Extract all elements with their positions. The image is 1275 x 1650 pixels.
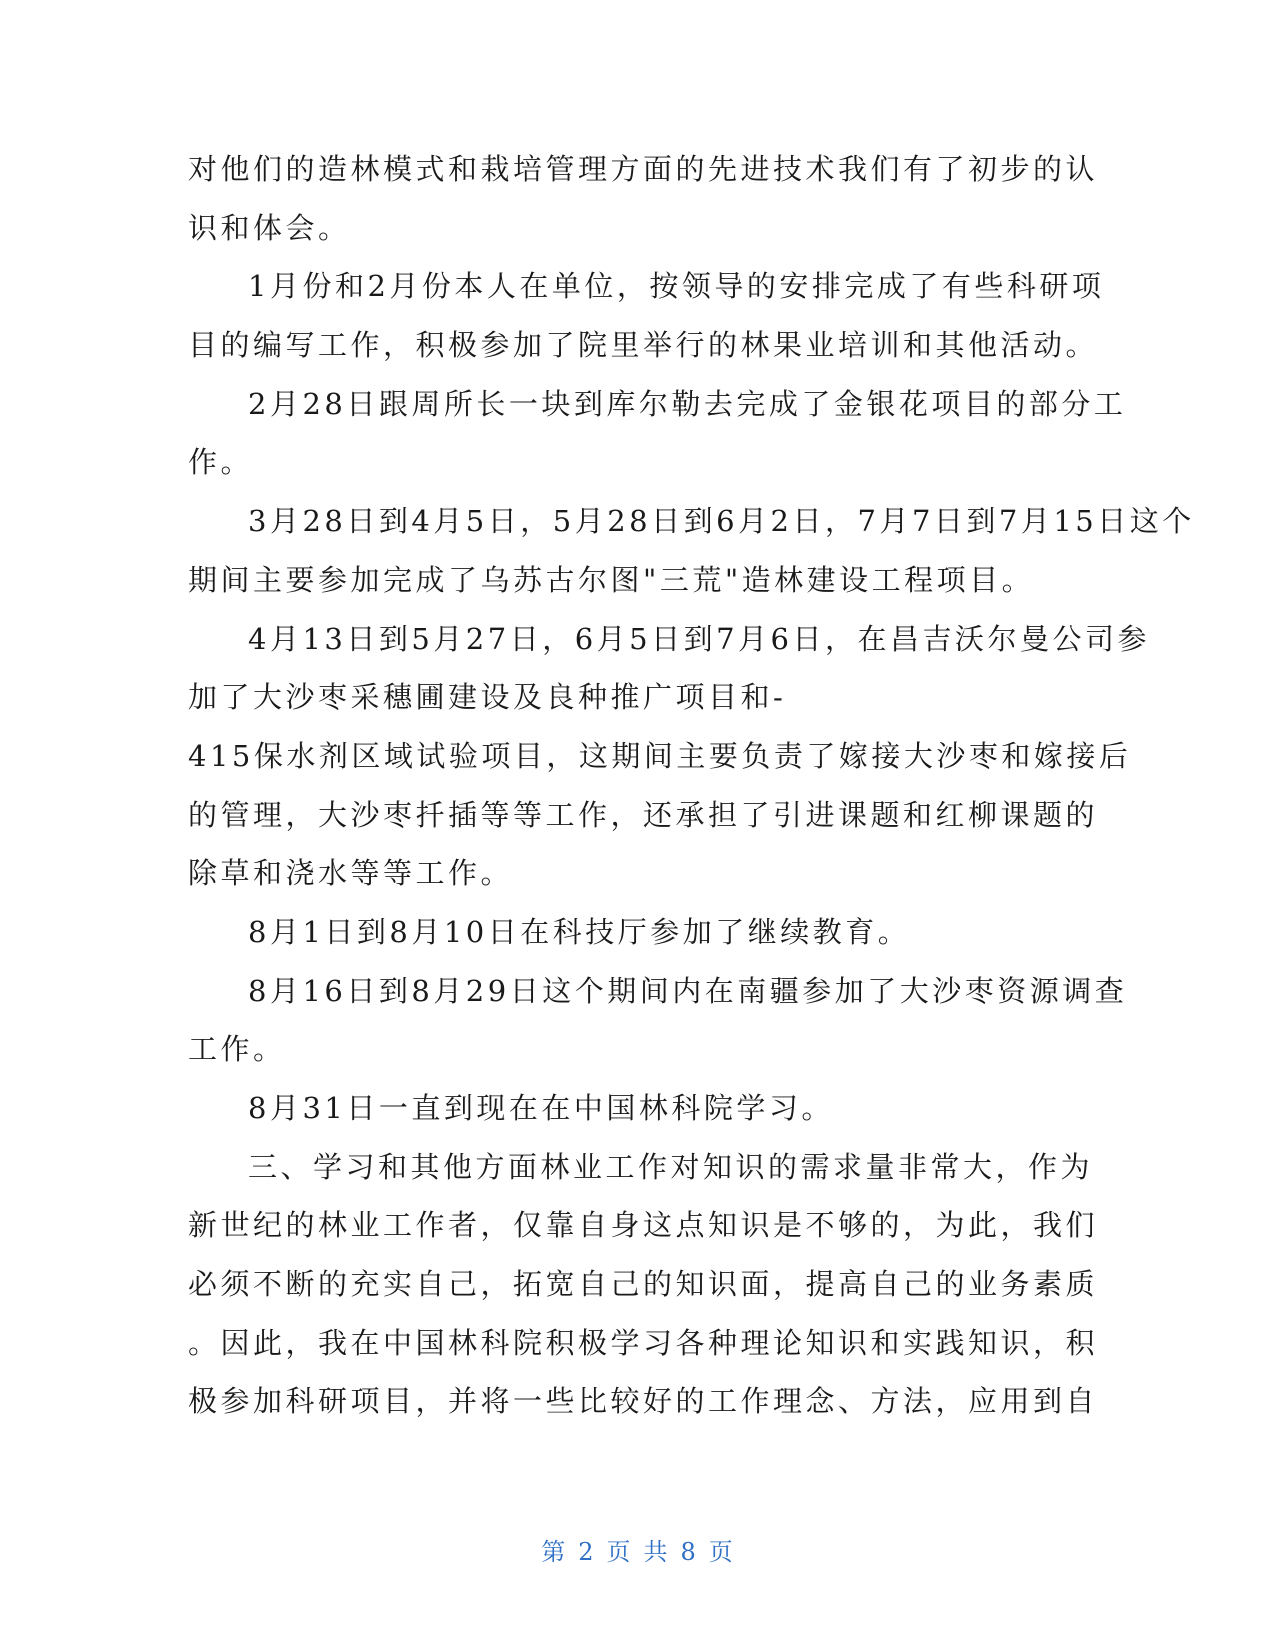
text-line: 目的编写工作，积极参加了院里举行的林果业培训和其他活动。 — [188, 328, 1099, 363]
text-line: 极参加科研项目，并将一些比较好的工作理念、方法，应用到自 — [188, 1384, 1099, 1419]
text-line: 3月28日到4月5日，5月28日到6月2日，7月7日到7月15日这个 — [248, 504, 1195, 539]
text-line: 新世纪的林业工作者，仅靠自身这点知识是不够的，为此，我们 — [188, 1208, 1099, 1243]
text-line: 三、学习和其他方面林业工作对知识的需求量非常大，作为 — [248, 1149, 1094, 1184]
page-label: 第 — [541, 1538, 567, 1566]
text-line: 加了大沙枣采穗圃建设及良种推广项目和- — [188, 680, 787, 715]
text-line: 除草和浇水等等工作。 — [188, 856, 514, 891]
text-line: 8月31日一直到现在在中国林科院学习。 — [248, 1091, 834, 1125]
total-pages: 8 — [680, 1538, 697, 1566]
text-line: 。因此，我在中国林科院积极学习各种理论知识和实践知识，积 — [188, 1325, 1099, 1360]
text-line: 415保水剂区域试验项目，这期间主要负责了嫁接大沙枣和嫁接后 — [188, 738, 1132, 773]
text-line: 工作。 — [188, 1032, 286, 1067]
total-unit: 页 — [708, 1538, 734, 1566]
text-line: 8月16日到8月29日这个期间内在南疆参加了大沙枣资源调查 — [248, 973, 1128, 1008]
text-line: 2月28日跟周所长一块到库尔勒去完成了金银花项目的部分工 — [248, 386, 1127, 421]
document-body — [188, 140, 1195, 1431]
text-line: 4月13日到5月27日，6月5日到7月6日，在昌吉沃尔曼公司参 — [248, 621, 1151, 656]
text-line: 对他们的造林模式和栽培管理方面的先进技术我们有了初步的认 — [188, 152, 1099, 186]
text-line: 作。 — [188, 445, 254, 480]
text-line: 期间主要参加完成了乌苏古尔图"三荒"造林建设工程项目。 — [188, 562, 1035, 597]
page-footer — [0, 1532, 1275, 1567]
text-line: 的管理，大沙枣扦插等等工作，还承担了引进课题和红柳课题的 — [188, 797, 1099, 832]
text-line: 识和体会。 — [188, 210, 351, 245]
text-line: 8月1日到8月10日在科技厅参加了继续教育。 — [248, 914, 911, 949]
page-unit: 页 — [606, 1538, 632, 1566]
text-line: 1月份和2月份本人在单位，按领导的安排完成了有些科研项 — [248, 269, 1105, 304]
total-label: 共 — [643, 1538, 669, 1566]
text-line: 必须不断的充实自己，拓宽自己的知识面，提高自己的业务素质 — [188, 1267, 1099, 1302]
page-number: 2 — [578, 1538, 595, 1566]
